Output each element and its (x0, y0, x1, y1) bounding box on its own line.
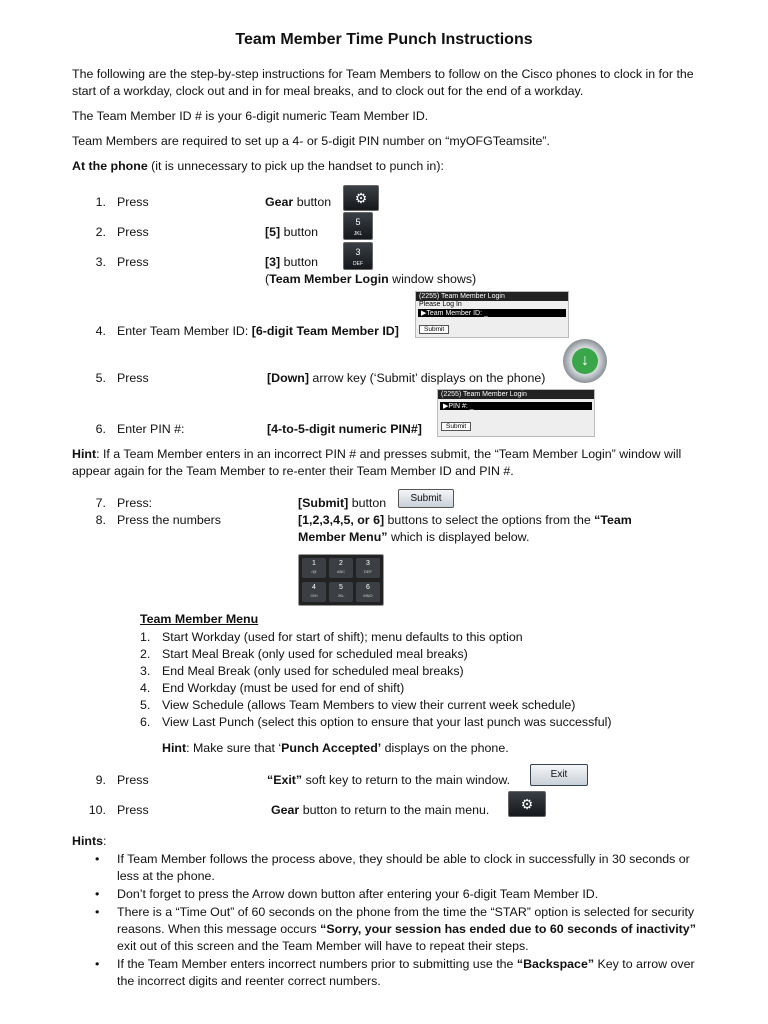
menu-heading: Team Member Menu (140, 612, 259, 626)
gear-key-image (343, 185, 379, 211)
keypad-key: 2 ABC (329, 558, 353, 578)
menu-item: 2. Start Meal Break (only used for scheduled meal breaks) (140, 647, 468, 661)
step-bold: [5] (265, 225, 281, 239)
step-note (265, 272, 476, 286)
key-letters: DEF (353, 261, 363, 267)
step-instruction-line2 (298, 530, 529, 544)
key-letters: JKL (353, 231, 363, 237)
step-rest: window shows) (388, 272, 477, 286)
key-3-image (343, 242, 373, 270)
keypad-image (298, 554, 384, 606)
step-bold: [Down] (267, 371, 309, 385)
step-number: 10. (88, 803, 106, 817)
step-instruction (267, 773, 510, 787)
step-rest: button (280, 225, 319, 239)
step-instruction (265, 225, 318, 239)
step-rest: button (348, 496, 387, 510)
step-number: 9. (95, 773, 106, 787)
down-arrow-icon: ↓ (572, 348, 598, 374)
step-rest: soft key to return to the main window. (302, 773, 511, 787)
step-label: Enter PIN #: (117, 422, 185, 436)
menu-item: 5. View Schedule (allows Team Members to view their current week schedule) (140, 698, 576, 712)
at-phone-bold: At the phone (72, 159, 148, 173)
step-bold: Gear (271, 803, 300, 817)
hint-text: : If a Team Member enters in an incorrect PIN # and presses submit, the “Team Member Login” window will appear again for the Team Member to re-enter their Team Member ID and PIN #. (72, 447, 682, 478)
step-bold: “Team (594, 513, 632, 527)
exit-softkey-image: Exit (530, 764, 588, 786)
pin-note: Team Members are required to set up a 4- or 5-digit PIN number on “myOFGTeamsite”. (72, 134, 550, 148)
step-bold: Gear (265, 195, 294, 209)
step-bold: Member Menu” (298, 530, 388, 544)
keypad-key: 5 JKL (329, 582, 353, 602)
submit-softkey-image: Submit (398, 489, 454, 508)
menu-item: 6. View Last Punch (select this option to ensure that your last punch was successful) (140, 715, 612, 729)
keypad-key: 3 DEF (356, 558, 380, 578)
menu-hint: Hint: Make sure that ‘Punch Accepted’ displays on the phone. (162, 741, 509, 755)
step-rest: button to return to the main menu. (299, 803, 490, 817)
menu-item: 3. End Meal Break (only used for scheduled meal breaks) (140, 664, 464, 678)
keypad-key: 1 /@ (302, 558, 326, 578)
pin-screen-image (437, 389, 595, 437)
step-label: Press: (117, 496, 153, 510)
at-phone-rest: (it is unnecessary to pick up the handset to punch in): (147, 159, 444, 173)
keypad-key: 4 GHI (302, 582, 326, 602)
step-rest: which is displayed below. (387, 530, 530, 544)
step-bold: “Exit” (267, 773, 303, 787)
step-label: Press (117, 195, 149, 209)
hint-paragraph (72, 446, 696, 480)
step-label: Enter Team Member ID: (117, 324, 252, 338)
screen-header: (2255) Team Member Login (438, 390, 594, 399)
hint-bullet: • There is a “Time Out” of 60 seconds on the phone from the time the “STAR” option is selected for security reasons. When this message occurs “Sorry, your session has ended due to 60 seconds of inactivity” exit out of this screen and the Team Member will have to repeat their steps. (93, 904, 703, 955)
step-instruction (265, 195, 331, 209)
keypad-key: 6 MNO (356, 582, 380, 602)
screen-line: Please Log In (419, 301, 462, 308)
paren-open: ( (265, 272, 270, 286)
screen-selected-field: ▶Team Member ID: _ (418, 309, 566, 317)
step-instruction (117, 324, 399, 338)
login-screen-image (415, 291, 569, 338)
step-label: Press (117, 773, 149, 787)
step-label: Press (117, 371, 149, 385)
hint-bullet: • If Team Member follows the process above, they should be able to clock in successfully in 30 seconds or less at the phone. (93, 851, 703, 885)
step-instruction (267, 422, 422, 436)
menu-item: 1. Start Workday (used for start of shift); menu defaults to this option (140, 630, 523, 644)
step-instruction (298, 496, 386, 510)
screen-submit-softkey: Submit (419, 325, 449, 334)
step-label: Press (117, 255, 149, 269)
screen-selected-field: ▶PIN #: _ (440, 402, 592, 410)
step-bold: [Submit] (298, 496, 349, 510)
step-label: Press (117, 225, 149, 239)
step-label: Press (117, 803, 149, 817)
step-instruction (265, 255, 318, 269)
menu-item: 4. End Workday (must be used for end of shift) (140, 681, 405, 695)
step-number: 3. (95, 255, 106, 269)
page-title: Team Member Time Punch Instructions (235, 31, 533, 48)
gear-key-image (508, 791, 546, 817)
gear-icon: ⚙ (354, 190, 368, 206)
intro-paragraph: The following are the step-by-step instructions for Team Members to follow on the Cisco phones to clock in for the start of a workday, clock out and in for meal breaks, and to clock out for the end of a workday. (72, 67, 694, 98)
step-number: 1. (95, 195, 106, 209)
hints-list (93, 851, 703, 991)
step-number: 6. (95, 422, 106, 436)
step-number: 7. (95, 496, 106, 510)
at-phone-line (72, 158, 702, 175)
step-label: Press the numbers (117, 513, 221, 527)
gear-icon: ⚙ (520, 796, 534, 812)
hint-bullet: • Don’t forget to press the Arrow down button after entering your 6-digit Team Member ID. (93, 886, 703, 903)
step-rest: button (280, 255, 319, 269)
key-digit: 5 (355, 217, 361, 227)
step-bold: [4-to-5-digit numeric PIN#] (267, 422, 422, 436)
key-digit: 3 (355, 247, 361, 257)
step-bold: [6-digit Team Member ID] (251, 324, 399, 338)
nav-pad-image (563, 339, 607, 383)
id-note: The Team Member ID # is your 6-digit numeric Team Member ID. (72, 109, 429, 123)
step-number: 8. (95, 513, 106, 527)
step-rest: buttons to select the options from the (384, 513, 595, 527)
step-bold: [3] (265, 255, 281, 269)
hint-bold: Hint (72, 447, 97, 461)
key-5-image (343, 212, 373, 240)
step-rest: arrow key (‘Submit’ displays on the phone) (308, 371, 546, 385)
step-number: 4. (95, 324, 106, 338)
hint-bullet: • If the Team Member enters incorrect numbers prior to submitting use the “Backspace” Key to arrow over the incorrect digits and reenter correct numbers. (93, 956, 703, 990)
step-bold: Team Member Login (269, 272, 389, 286)
step-rest: button (293, 195, 332, 209)
hints-heading: Hints: (72, 834, 107, 848)
step-number: 5. (95, 371, 106, 385)
step-number: 2. (95, 225, 106, 239)
step-bold: [1,2,3,4,5, or 6] (298, 513, 385, 527)
step-instruction (267, 371, 545, 385)
screen-submit-softkey: Submit (441, 422, 471, 431)
step-instruction (271, 803, 489, 817)
step-instruction (298, 513, 632, 527)
screen-header: (2255) Team Member Login (416, 292, 568, 301)
